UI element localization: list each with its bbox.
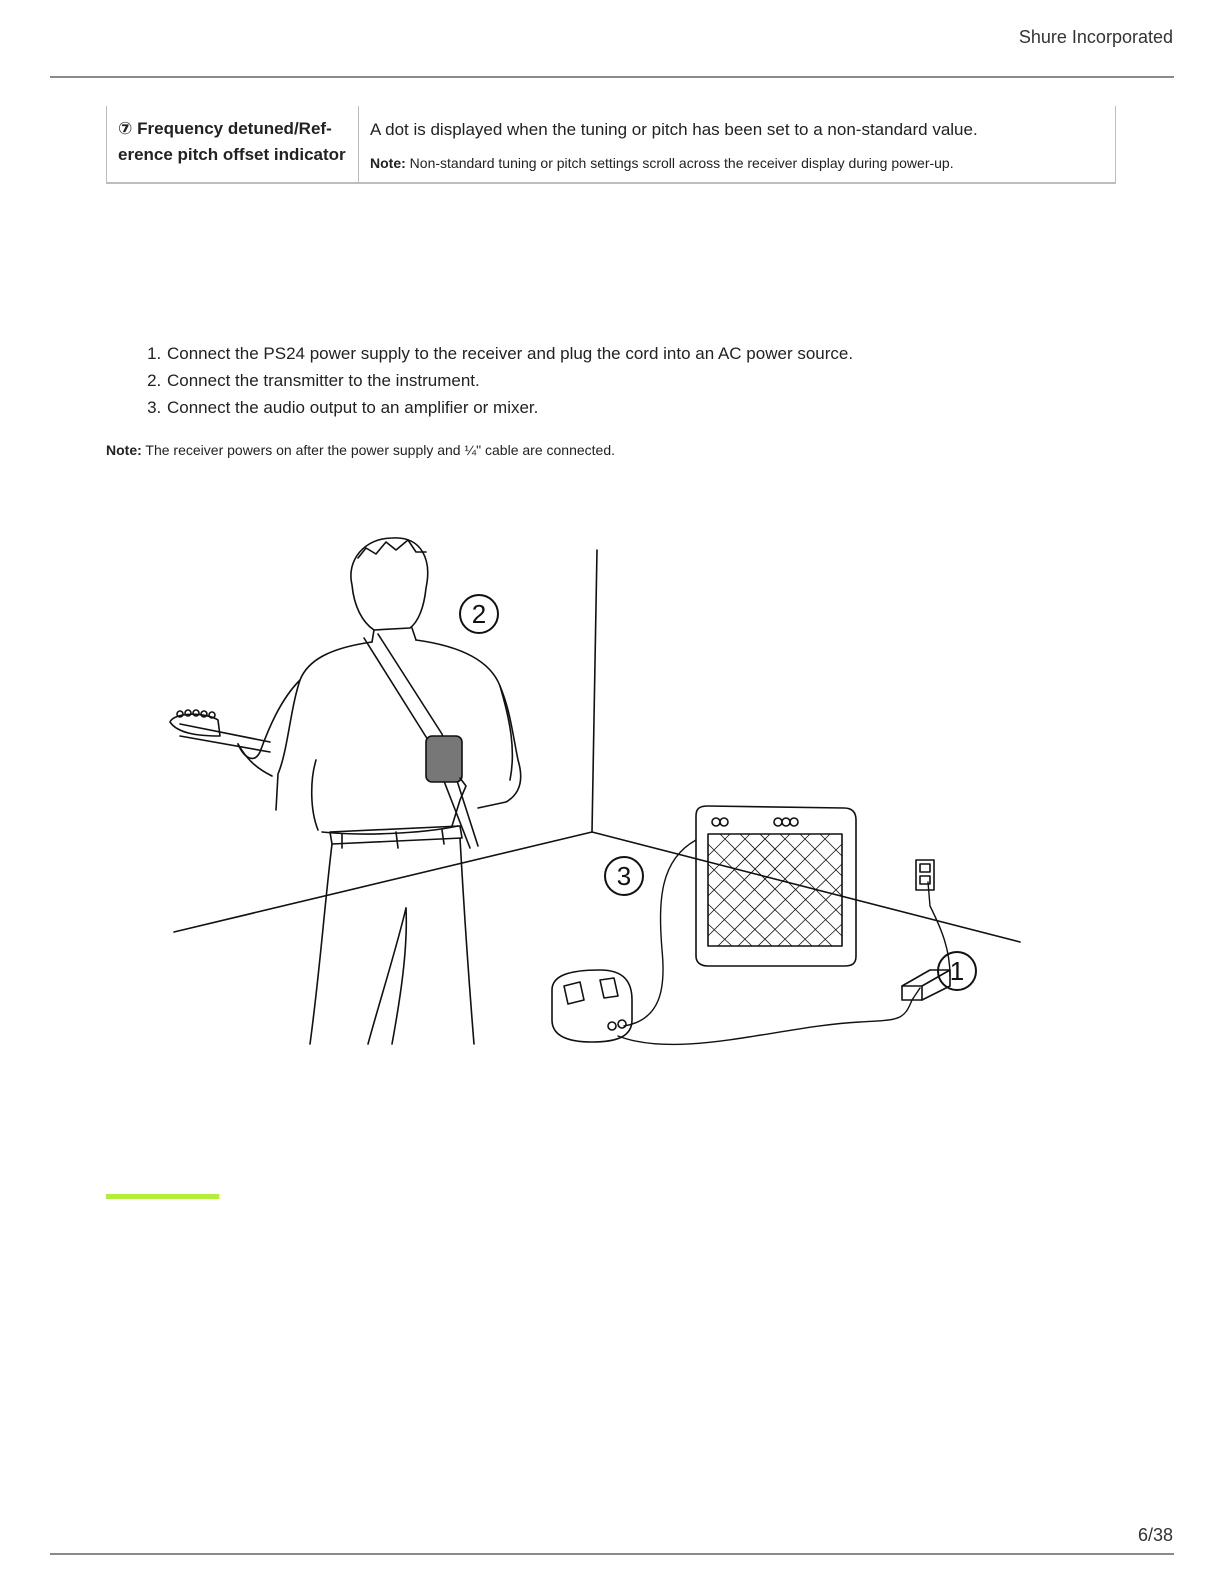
table-note bbox=[370, 154, 1105, 172]
section-accent-bar bbox=[106, 1194, 219, 1199]
table-row bbox=[107, 106, 1116, 183]
term-text: Frequency detuned/Reference pitch offset indicator bbox=[118, 119, 346, 164]
callout-marker: ⑦ bbox=[118, 119, 133, 138]
callout-3-number: 3 bbox=[616, 861, 632, 891]
floor-line-left bbox=[174, 832, 592, 932]
note-label: Note: bbox=[370, 155, 406, 171]
wall-corner-line bbox=[592, 550, 597, 832]
audio-cable bbox=[624, 840, 696, 1026]
page-number: 6/38 bbox=[1137, 1525, 1173, 1545]
note-text: Non-standard tuning or pitch settings scroll across the receiver display during power-up. bbox=[409, 155, 954, 171]
indicator-table bbox=[106, 106, 1116, 184]
transmitter-device bbox=[426, 736, 466, 826]
callout-2-number: 2 bbox=[471, 599, 487, 629]
note-text: The receiver powers on after the power supply and ¼" cable are connected. bbox=[145, 442, 615, 458]
receiver-pedal bbox=[552, 970, 632, 1042]
table-term-cell bbox=[107, 106, 359, 183]
guitarist-figure bbox=[170, 538, 521, 1044]
step-item: 3. Connect the audio output to an amplifier or mixer. bbox=[166, 394, 853, 421]
floor-line-right bbox=[592, 832, 1020, 942]
setup-steps-list bbox=[0, 340, 853, 421]
step-item: 1. Connect the PS24 power supply to the receiver and plug the cord into an AC power source. bbox=[166, 340, 853, 367]
callout-1-number: 1 bbox=[949, 956, 965, 986]
header-rule bbox=[50, 76, 1174, 78]
amplifier bbox=[696, 806, 856, 966]
wall-outlet bbox=[916, 860, 934, 890]
footer-rule bbox=[50, 1553, 1174, 1555]
power-note bbox=[106, 442, 615, 458]
wall-cord bbox=[928, 882, 950, 976]
setup-illustration bbox=[160, 530, 1030, 1070]
description-text: A dot is displayed when the tuning or pitch has been set to a non-standard value. bbox=[370, 120, 978, 139]
power-cable bbox=[618, 988, 920, 1045]
step-item: 2. Connect the transmitter to the instrument. bbox=[166, 367, 853, 394]
table-description-cell bbox=[359, 106, 1116, 183]
header-company-name: Shure Incorporated bbox=[1018, 27, 1173, 47]
note-label: Note: bbox=[106, 442, 142, 458]
